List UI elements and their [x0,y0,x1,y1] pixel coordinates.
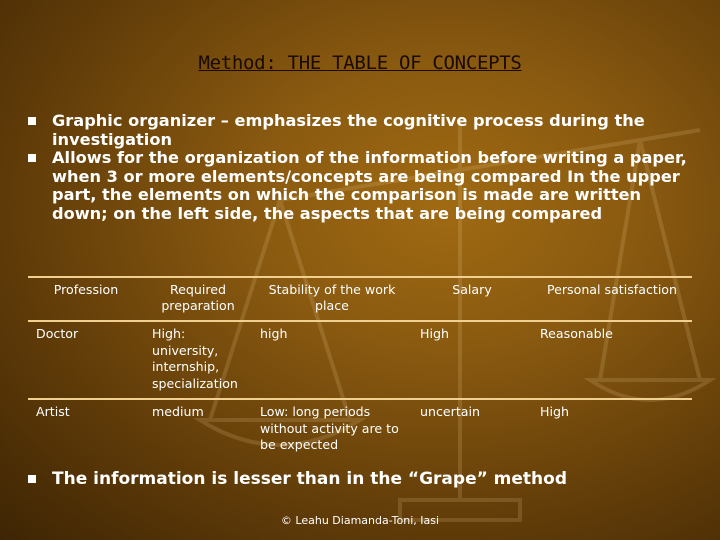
bullet-text: Allows for the organization of the information before writing a paper, when 3 or more elements/concepts are being compared In the upper part, the elements on which the comparison is made are written down; on the left side, the aspects that are being compared [52,148,687,223]
table-cell: uncertain [412,399,532,460]
table-cell: Low: long periods without activity are to be expected [252,399,412,460]
table-cell: high [252,321,412,399]
footer-credit: © Leahu Diamanda-Toni, Iasi [280,514,440,527]
final-bullet-list [28,470,698,489]
table-cell: medium [144,399,252,460]
table-row [28,321,692,399]
bullet-text: Graphic organizer – emphasizes the cognitive process during the investigation [52,111,645,149]
column-header: Stability of the work place [252,277,412,321]
table-cell: High [532,399,692,460]
column-header: Personal satisfaction [532,277,692,321]
bullet-item [28,149,698,223]
bullet-list [28,112,698,223]
table-cell: Artist [28,399,144,460]
table-header-row [28,277,692,321]
slide-title: Method: THE TABLE OF CONCEPTS [198,52,522,74]
square-bullet-icon [28,117,36,125]
table-cell: High: university, internship, specialization [144,321,252,399]
column-header: Required preparation [144,277,252,321]
bullet-text: The information is lesser than in the “Grape” method [52,469,568,489]
square-bullet-icon [28,475,36,483]
table-cell: Doctor [28,321,144,399]
bullet-item [28,470,698,489]
table-row [28,399,692,460]
square-bullet-icon [28,154,36,162]
column-header: Salary [412,277,532,321]
bullet-item [28,112,698,149]
concepts-table [28,276,692,460]
table-cell: Reasonable [532,321,692,399]
table-cell: High [412,321,532,399]
column-header: Profession [28,277,144,321]
